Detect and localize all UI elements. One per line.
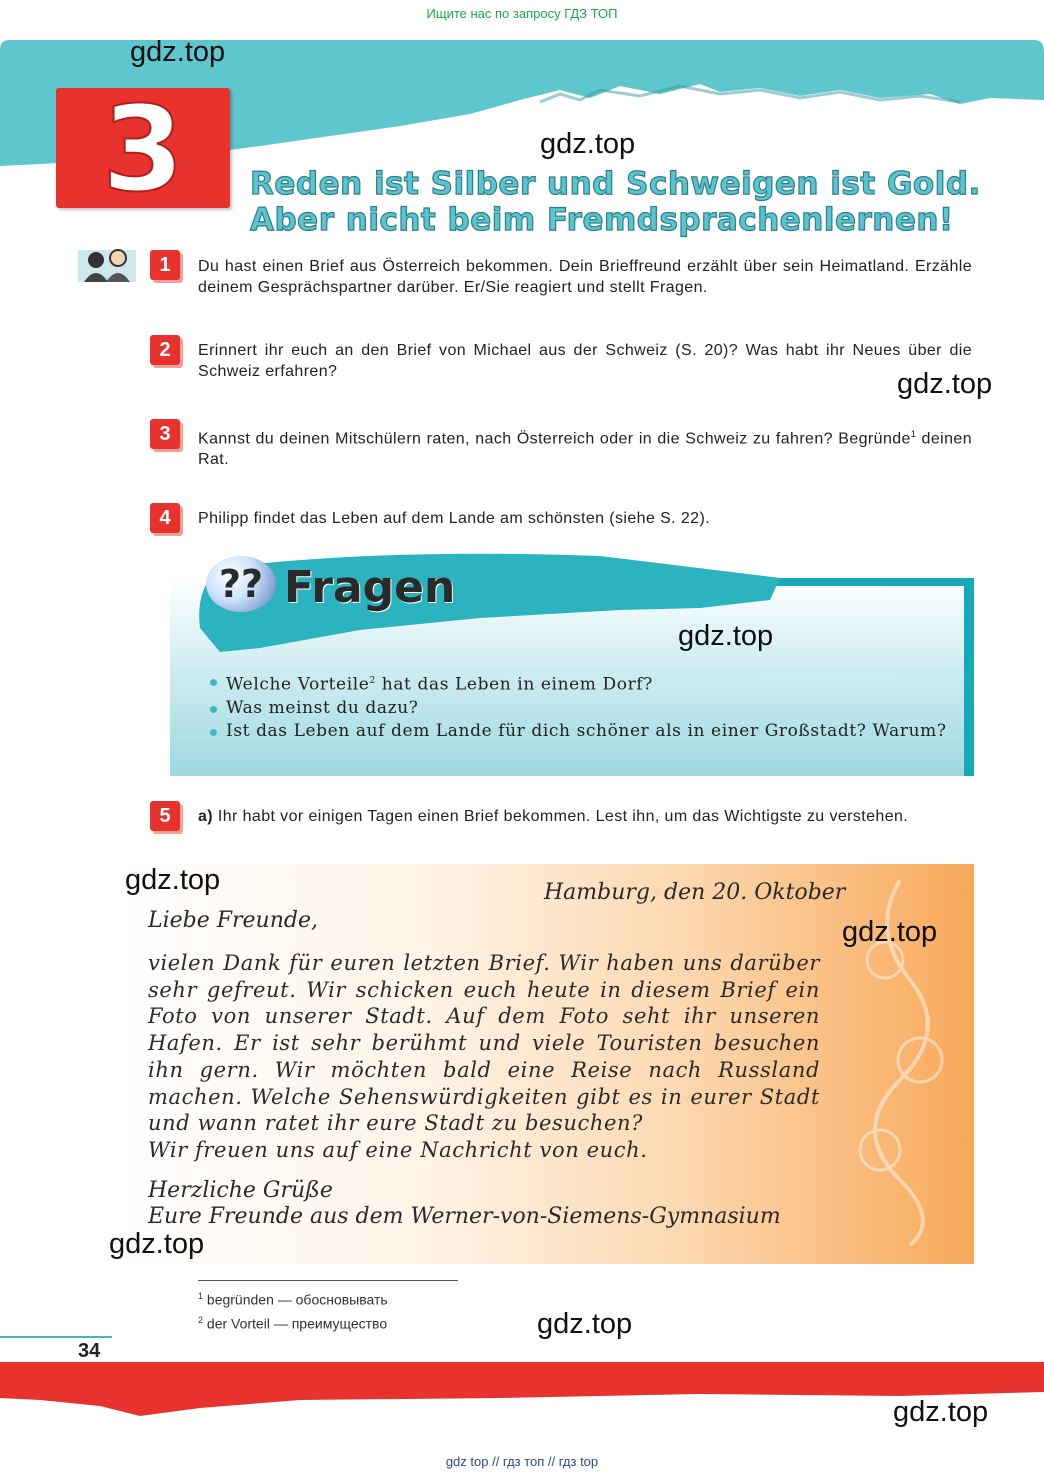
letter-date: Hamburg, den 20. Oktober (544, 880, 846, 905)
task-5-text (198, 806, 972, 827)
watermark: gdz.top (893, 1396, 989, 1428)
letter-body (148, 950, 820, 1164)
questions-title: Fragen (284, 562, 456, 613)
question-text: Was meinst du dazu? (226, 697, 419, 718)
question-text-end: hat das Leben in einem Dorf? (375, 674, 653, 695)
letter-body-last: Wir freuen uns auf eine Nachricht von euch. (148, 1137, 648, 1162)
question-item (210, 697, 952, 720)
chapter-number-box (56, 80, 230, 218)
watermark: gdz.top (842, 916, 938, 948)
watermark: gdz.top (897, 368, 993, 400)
task-5-label: a) (198, 808, 214, 825)
task-number-badge: 5 (150, 801, 180, 831)
question-item (210, 670, 952, 697)
chapter-title (250, 166, 990, 238)
task-4-text: Philipp findet das Leben auf dem Lande am schönsten (siehe S. 22). (198, 510, 711, 527)
task-number-badge: 3 (150, 419, 180, 449)
task-3-text (198, 424, 972, 470)
task-1-text: Du hast einen Brief aus Österreich bekommen. Dein Brieffreund erzählt über sein Heimatland. Erzähle deinem Gesprächspartner darüber. Er/Sie reagiert und stellt Fragen. (198, 258, 972, 296)
page-number-rule (0, 1336, 112, 1338)
watermark: gdz.top (678, 620, 774, 652)
footnote-item (198, 1310, 388, 1334)
questions-list (210, 670, 952, 743)
task-number-badge: 1 (150, 250, 180, 280)
question-text: Ist das Leben auf dem Lande für dich schöner als in einer Großstadt? Warum? (226, 720, 947, 741)
letter-body-main: vielen Dank für euren letzten Brief. Wir haben uns darüber sehr gefreut. Wir schicken euch heute in diesem Brief ein Foto von unserer Stadt. Auf dem Foto seht ihr unseren Hafen. Er ist sehr berühmt und viele Touristen besuchen ihn gern. Wir möchten bald eine Reise nach Russland machen. Welche Sehenswürdigkeiten gibt es in eurer Stadt und wann ratet ihr eure Stadt zu besuchen? (148, 951, 820, 1136)
question-item (210, 720, 952, 743)
letter-greeting: Liebe Freunde, (148, 908, 318, 933)
page-number: 34 (78, 1340, 101, 1362)
questions-box-border-right (964, 578, 974, 776)
footer-brush (0, 1386, 1044, 1422)
question-marks-icon: ?? (206, 556, 276, 612)
task-2-text: Erinnert ihr euch an den Brief von Michael aus der Schweiz (S. 20)? Was habt ihr Neues über die Schweiz erfahren? (198, 342, 972, 380)
footnote-ref: 1 (910, 429, 917, 439)
letter-closing: Herzliche Grüße (148, 1178, 333, 1203)
question-text: Welche Vorteile (226, 674, 370, 695)
watermark: gdz.top (540, 128, 636, 160)
task-number-badge: 4 (150, 503, 180, 533)
footnote-divider (198, 1280, 458, 1281)
pair-work-icon (78, 246, 136, 282)
footnote-number: 2 (198, 1314, 204, 1325)
bullet-icon (210, 706, 217, 713)
footnote-text: begründen — обосновывать (206, 1291, 388, 1308)
bottom-note[interactable]: gdz top // гдз топ // гдз top (445, 1454, 599, 1469)
footnotes (198, 1286, 388, 1333)
top-note[interactable]: Ищите нас по запросу ГДЗ ТОП (426, 6, 618, 21)
chapter-number: 3 (101, 80, 185, 218)
watermark: gdz.top (109, 1228, 205, 1260)
watermark: gdz.top (125, 864, 221, 896)
task-5-instruction: Ihr habt vor einigen Tagen einen Brief bekommen. Lest ihn, um das Wichtigste zu verstehen. (213, 808, 909, 825)
footnote-number: 1 (198, 1291, 204, 1301)
bullet-icon (210, 729, 217, 736)
task-3-text-end: deinen Rat. (198, 430, 972, 469)
watermark: gdz.top (130, 36, 226, 68)
footnote-item (198, 1286, 388, 1310)
chapter-title-line2: Aber nicht beim Fremdsprachenlernen! (250, 202, 954, 238)
watermark: gdz.top (537, 1308, 633, 1340)
footnote-ref: 2 (369, 676, 376, 686)
task-3-text-main: Kannst du deinen Mitschülern raten, nach Österreich oder in die Schweiz zu fahren? Begründe (198, 430, 911, 448)
letter-signature: Eure Freunde aus dem Werner-von-Siemens-Gymnasium (148, 1204, 781, 1229)
bullet-icon (210, 679, 217, 686)
chapter-title-line1: Reden ist Silber und Schweigen ist Gold. (250, 166, 981, 202)
task-number-badge: 2 (150, 335, 180, 365)
footnote-text: der Vorteil — преимущество (206, 1315, 388, 1332)
